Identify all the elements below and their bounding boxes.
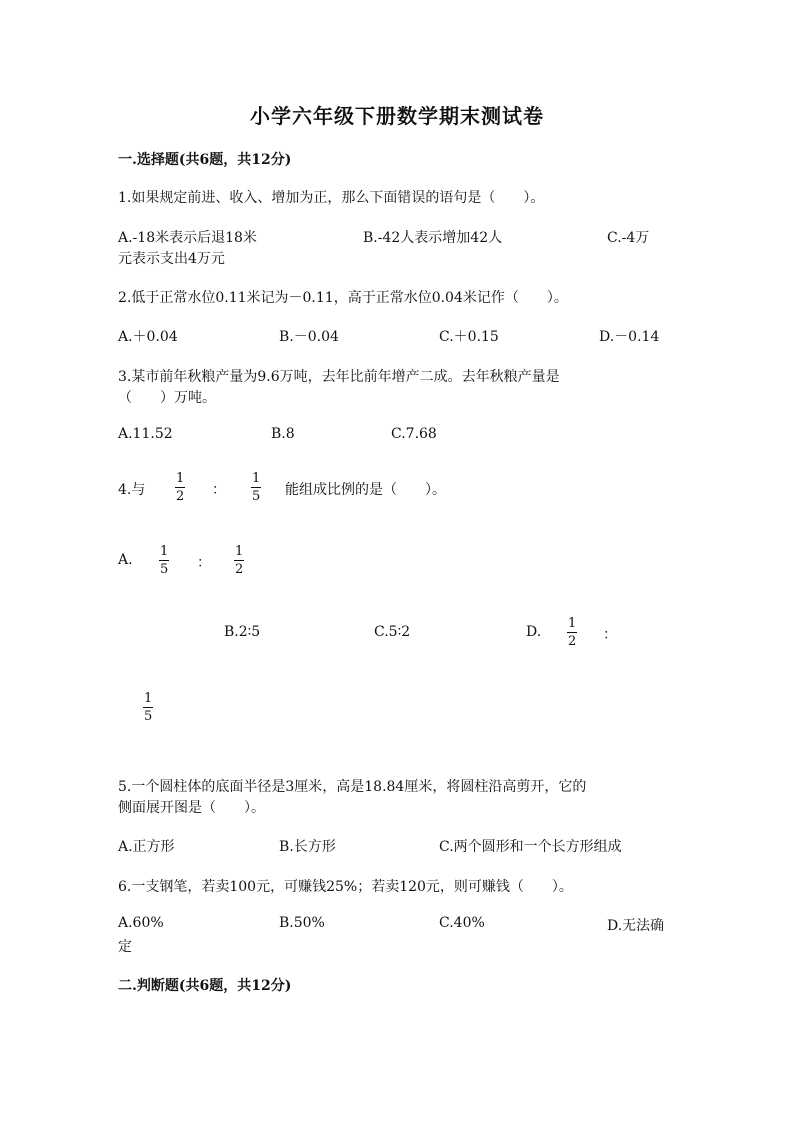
question-1-stem: 1.如果规定前进、收入、增加为正，那么下面错误的语句是（ ）。 — [118, 190, 545, 206]
question-4-option-a-colon: ： — [197, 555, 211, 571]
question-4-option-d-label: D. — [526, 624, 542, 640]
question-1-option-a: A.-18米表示后退18米 — [118, 230, 257, 246]
question-6-option-c: C.40% — [439, 915, 485, 931]
question-4-option-d-fraction-1 — [567, 617, 577, 648]
question-5-stem-line-2: 侧面展开图是（ ）。 — [118, 800, 265, 816]
question-2-option-d: D.－0.14 — [599, 329, 660, 345]
question-3-option-a: A.11.52 — [118, 426, 173, 442]
fraction-numerator: 1 — [235, 544, 244, 559]
question-6-option-d-wrap: 定 — [118, 939, 132, 955]
fraction-denominator: 2 — [568, 634, 577, 649]
fraction-bar — [175, 487, 185, 488]
question-6-option-d: D.无法确 — [607, 918, 665, 934]
fraction-numerator: 1 — [160, 544, 169, 559]
question-6-stem: 6.一支钢笔，若卖100元，可赚钱25%；若卖120元，则可赚钱（ ）。 — [118, 879, 573, 895]
fraction-bar — [159, 560, 169, 561]
question-4-option-b: B.2∶5 — [224, 624, 261, 640]
fraction-bar — [251, 487, 261, 488]
fraction-bar — [234, 560, 244, 561]
question-3-stem-line-1: 3.某市前年秋粮产量为9.6万吨，去年比前年增产二成。去年秋粮产量是 — [118, 369, 560, 385]
page-title: 小学六年级下册数学期末测试卷 — [250, 104, 544, 128]
fraction-denominator: 5 — [144, 709, 153, 724]
question-1-option-c: C.-4万 — [607, 230, 650, 246]
question-6-option-b: B.50% — [279, 915, 325, 931]
section-heading-choice: 一.选择题(共6题，共12分) — [118, 152, 292, 168]
question-4-option-a-fraction-1 — [159, 545, 169, 576]
question-4-option-a-fraction-2 — [234, 545, 244, 576]
question-2-option-b: B.－0.04 — [279, 329, 339, 345]
fraction-bar — [143, 707, 153, 708]
question-4-fraction-1 — [175, 472, 185, 503]
fraction-denominator: 5 — [252, 489, 261, 504]
fraction-denominator: 2 — [235, 562, 244, 577]
fraction-denominator: 2 — [176, 489, 185, 504]
question-1-option-c-wrap: 元表示支出4万元 — [118, 251, 225, 267]
fraction-numerator: 1 — [176, 471, 185, 486]
question-4-option-d-fraction-2 — [143, 692, 153, 723]
question-5-option-b: B.长方形 — [279, 839, 336, 855]
question-4-option-a-label: A. — [118, 552, 133, 568]
question-4-option-d-colon: ： — [603, 627, 617, 643]
question-2-option-c: C.＋0.15 — [439, 329, 499, 345]
question-1-option-b: B.-42人表示增加42人 — [363, 230, 503, 246]
question-4-fraction-2 — [251, 472, 261, 503]
question-3-stem-line-2: （ ）万吨。 — [118, 390, 216, 406]
section-heading-judgement: 二.判断题(共6题，共12分) — [118, 978, 292, 994]
question-4-suffix: 能组成比例的是（ ）。 — [285, 482, 446, 498]
question-3-option-c: C.7.68 — [391, 426, 437, 442]
question-4-colon: ： — [212, 482, 226, 498]
question-5-stem-line-1: 5.一个圆柱体的底面半径是3厘米，高是18.84厘米，将圆柱沿高剪开，它的 — [118, 779, 587, 795]
fraction-numerator: 1 — [568, 616, 577, 631]
question-4-prefix: 4.与 — [118, 482, 146, 498]
question-3-option-b: B.8 — [271, 426, 295, 442]
fraction-numerator: 1 — [252, 471, 261, 486]
fraction-numerator: 1 — [144, 691, 153, 706]
question-4-option-c: C.5∶2 — [374, 624, 411, 640]
question-2-option-a: A.＋0.04 — [118, 329, 178, 345]
question-2-stem: 2.低于正常水位0.11米记为－0.11，高于正常水位0.04米记作（ ）。 — [118, 290, 568, 306]
question-5-option-a: A.正方形 — [118, 839, 175, 855]
question-6-option-a: A.60% — [118, 915, 164, 931]
fraction-denominator: 5 — [160, 562, 169, 577]
question-5-option-c: C.两个圆形和一个长方形组成 — [439, 839, 622, 855]
fraction-bar — [567, 632, 577, 633]
